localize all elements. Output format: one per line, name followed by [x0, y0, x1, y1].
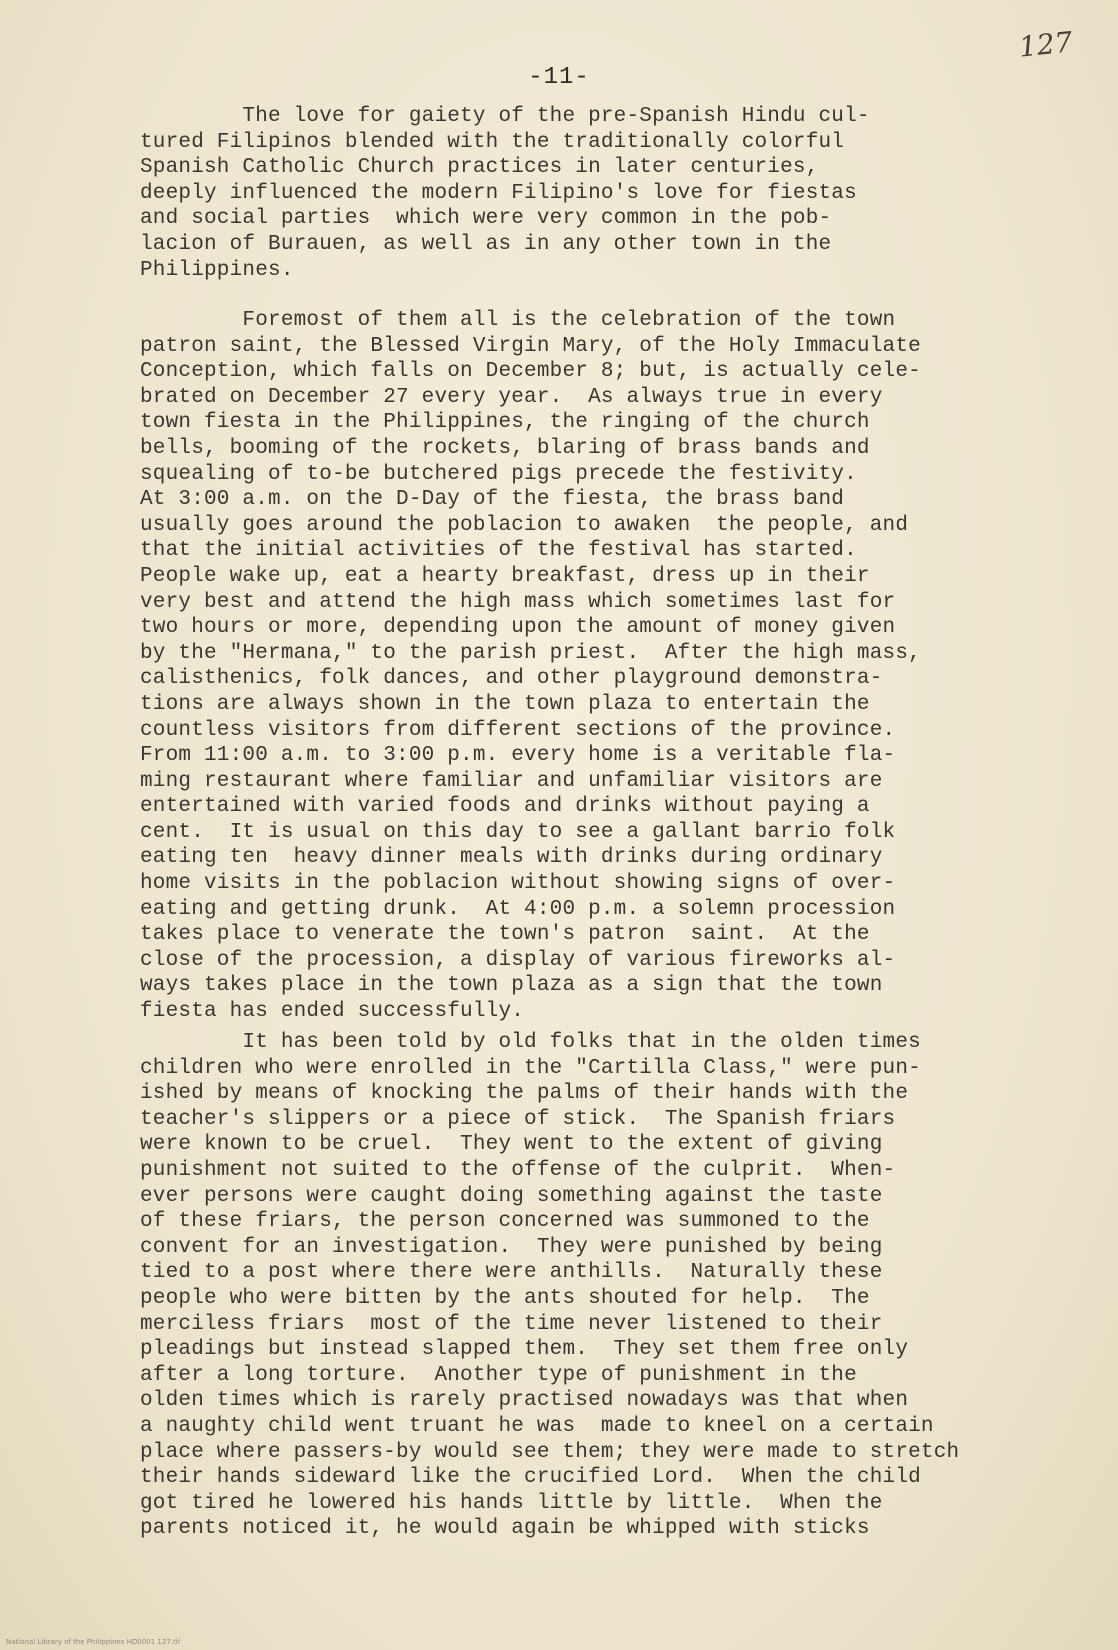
paragraph-town-fiesta: Foremost of them all is the celebration of the town patron saint, the Blessed Virgin Mary, of the Holy Immaculate Conception, which falls on December 8; but, is actually cele- brated on December 27 every year. As always true in every town fiesta in the Philippines, the ringing of the church bells, booming of the rockets, blaring of brass bands and squealing of to-be butchered pigs precede the festivity. At 3:00 a.m. on the D-Day of the fiesta, the brass band usually goes around the poblacion to awaken the people, and that the initial activities of the festival has started. People wake up, eat a hearty breakfast, dress up in their very best and attend the high mass which sometimes last for two hours or more, depending upon the amount of money given by the "Hermana," to the parish priest. After the high mass, calisthenics, folk dances, and other playground demonstra- tions are always shown in the town plaza to entertain the countless visitors from different sections of the province. From 11:00 a.m. to 3:00 p.m. every home is a veritable fla- ming restaurant where familiar and unfamiliar visitors are entertained with varied foods and drinks without paying a cent. It is usual on this day to see a gallant barrio folk eating ten heavy dinner meals with drinks during ordinary home visits in the poblacion without showing signs of over- eating and getting drunk. At 4:00 p.m. a solemn procession takes place to venerate the town's patron saint. At the close of the procession, a display of various fireworks al- ways takes place in the town plaza as a sign that the town fiesta has ended successfully. — [140, 309, 921, 1024]
page-number: -11- — [528, 64, 590, 91]
folio-number: 127 — [1016, 25, 1074, 64]
paragraph-punishments: It has been told by old folks that in the olden times children who were enrolled in the "Cartilla Class," were pun- ished by means of knocking the palms of their hands with the teacher's slippers or a piece of stick. The Spanish friars were known to be cruel. They went to the extent of giving punishment not suited to the offense of the culprit. When- ever persons were caught doing something against the taste of these friars, the person concerned was summoned to the convent for an investigation. They were punished by being tied to a post where there were anthills. Naturally these people who were bitten by the ants shouted for help. The merciless friars most of the time never listened to their pleadings but instead slapped them. They set them free only after a long torture. Another type of punishment in the olden times which is rarely practised nowadays was that when a naughty child went truant he was made to kneel on a certain place where passers-by would see them; they were made to stretch their hands sideward like the crucified Lord. When the child got tired he lowered his hands little by little. When the parents noticed it, he would again be whipped with sticks — [140, 1031, 960, 1541]
paragraph-fiestas-intro: The love for gaiety of the pre-Spanish Hindu cul- tured Filipinos blended with the traditionally colorful Spanish Catholic Church practices in later centuries, deeply influenced the modern Filipino's love for fiestas and social parties which were very common in the pob- lacion of Burauen, as well as in any other town in the Philippines. — [140, 105, 870, 282]
archive-footer: National Library of the Philippines HD0001 127.tif — [6, 1638, 181, 1646]
